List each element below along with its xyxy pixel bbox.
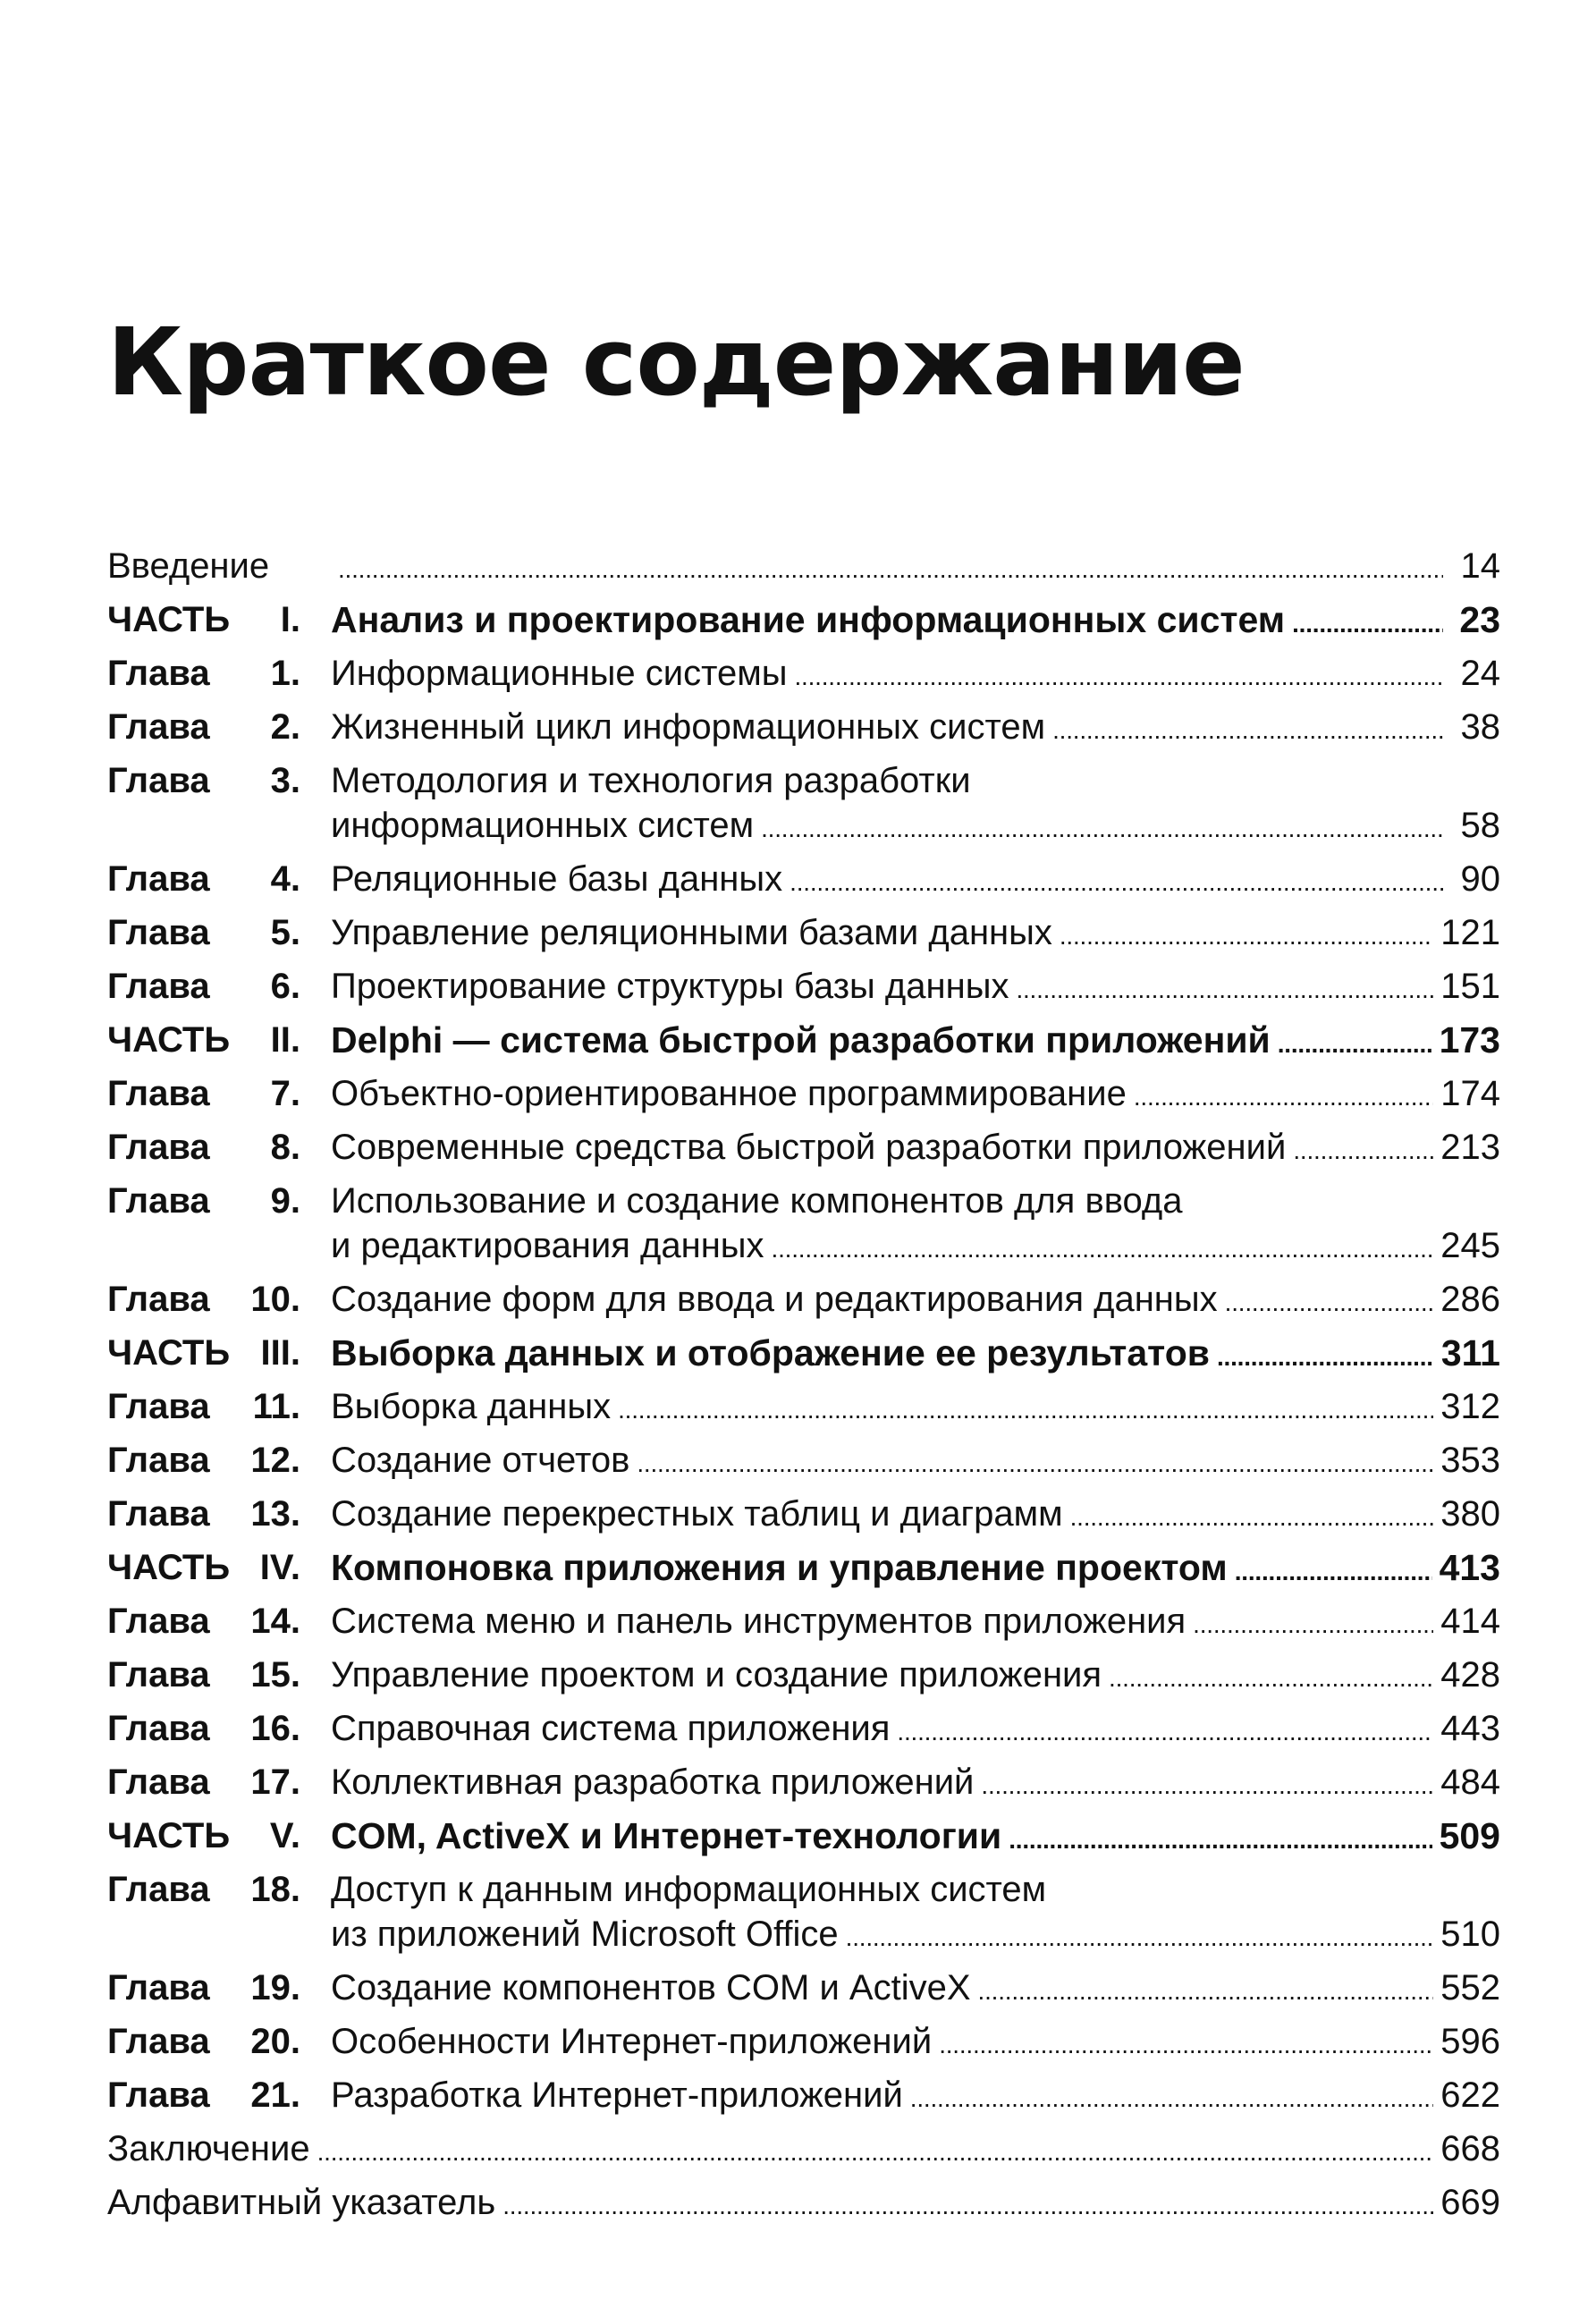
toc-entry-line	[331, 1071, 1500, 1116]
chapter-number: 9.	[270, 1181, 300, 1221]
toc-page-number: 23	[1459, 599, 1500, 640]
toc-entry-first-line	[331, 1179, 1500, 1223]
toc-entry-title: Создание форм для ввода и редактирования данных	[331, 1280, 1218, 1319]
toc-entry[interactable]	[107, 1331, 1500, 1384]
toc-page-number: 24	[1460, 654, 1500, 693]
toc-entry-title: Анализ и проектирование информационных систем	[331, 599, 1286, 640]
toc-entry[interactable]	[107, 2180, 1500, 2234]
chapter-label: Глава	[107, 654, 210, 693]
toc-entry-line	[331, 1492, 1500, 1536]
toc-entry-title: Современные средства быстрой разработки приложений	[331, 1128, 1287, 1167]
toc-entry-text	[331, 2073, 1500, 2117]
chapter-label: Глава	[107, 1280, 210, 1319]
toc-entry-line	[331, 597, 1500, 642]
chapter-label: Глава	[107, 707, 210, 747]
toc-entry-text	[331, 705, 1500, 749]
page-title: Краткое содержание	[107, 308, 1245, 417]
toc-entry[interactable]	[107, 544, 1500, 597]
chapter-label: Глава	[107, 761, 210, 800]
toc-dot-leader	[338, 544, 1443, 588]
toc-page-number: 58	[1460, 806, 1500, 845]
part-number: I.	[280, 600, 300, 639]
toc-page-number: 151	[1440, 967, 1500, 1006]
toc-entry-text	[331, 2019, 1500, 2064]
toc-entry-title: Справочная система приложения	[331, 1709, 891, 1748]
chapter-label: Глава	[107, 1074, 210, 1113]
toc-dot-leader	[618, 1384, 1433, 1429]
toc-entry[interactable]	[107, 651, 1500, 705]
toc-entry[interactable]	[107, 2073, 1500, 2126]
part-number: III.	[260, 1333, 300, 1373]
toc-entry[interactable]	[107, 857, 1500, 910]
chapter-number: 16.	[250, 1709, 300, 1748]
toc-dot-leader	[1278, 1019, 1432, 1063]
toc-entry-title: Управление реляционными базами данных	[331, 913, 1052, 952]
toc-entry[interactable]	[107, 758, 1500, 857]
toc-entry[interactable]	[107, 597, 1500, 651]
chapter-number: 11.	[252, 1387, 300, 1426]
chapter-label: Глава	[107, 1441, 210, 1480]
toc-page-number: 38	[1460, 707, 1500, 747]
toc-page-number: 90	[1460, 859, 1500, 899]
toc-entry-text	[331, 1125, 1500, 1170]
toc-page-number: 245	[1440, 1226, 1500, 1265]
toc-entry-line	[331, 1125, 1500, 1170]
chapter-label: Глава	[107, 2075, 210, 2115]
toc-entry-title: информационных систем	[331, 806, 755, 845]
toc-dot-leader	[939, 2019, 1433, 2064]
toc-page-number: 622	[1440, 2075, 1500, 2115]
chapter-number: 13.	[250, 1494, 300, 1534]
toc-dot-leader	[761, 803, 1443, 848]
toc-entry-line	[331, 964, 1500, 1009]
toc-entry-title: Компоновка приложения и управление проектом	[331, 1547, 1228, 1588]
toc-entry-text	[331, 651, 1500, 696]
toc-entry-line	[107, 2180, 1500, 2225]
toc-entry-title: Delphi — система быстрой разработки приложений	[331, 1019, 1271, 1061]
toc-dot-leader	[846, 1912, 1434, 1957]
toc-entry-line	[331, 803, 1500, 848]
toc-entry[interactable]	[107, 1384, 1500, 1438]
chapter-number: 1.	[270, 654, 300, 693]
toc-entry-title: Реляционные базы данных	[331, 859, 783, 899]
chapter-number: 14.	[250, 1602, 300, 1641]
toc-dot-leader	[1016, 964, 1433, 1009]
toc-entry[interactable]	[107, 1545, 1500, 1599]
chapter-label: Глава	[107, 1602, 210, 1641]
toc-entry-title: Алфавитный указатель	[107, 2183, 496, 2222]
toc-page-number: 173	[1439, 1019, 1500, 1061]
toc-entry-line	[331, 1277, 1500, 1322]
toc-entry-title: Выборка данных	[331, 1387, 612, 1426]
toc-entry-title: Разработка Интернет-приложений	[331, 2075, 903, 2115]
toc-entry-text	[331, 1813, 1500, 1858]
toc-page-number: 414	[1440, 1602, 1500, 1641]
toc-entry[interactable]	[107, 1965, 1500, 2019]
toc-entry-line	[331, 2073, 1500, 2117]
chapter-number: 15.	[250, 1655, 300, 1695]
toc-entry-line	[331, 1912, 1500, 1957]
toc-dot-leader	[1109, 1652, 1433, 1697]
toc-entry-text	[331, 1331, 1500, 1375]
toc-page-number: 286	[1440, 1280, 1500, 1319]
toc-dot-leader	[317, 2126, 1434, 2171]
toc-entry[interactable]	[107, 1018, 1500, 1071]
toc-entry-text	[331, 1867, 1500, 1957]
chapter-number: 4.	[270, 859, 300, 899]
toc-entry-title: Проектирование структуры базы данных	[331, 967, 1009, 1006]
toc-dot-leader	[978, 1965, 1434, 2010]
toc-page-number: 312	[1440, 1387, 1500, 1426]
toc-dot-leader	[897, 1706, 1433, 1751]
chapter-label: Глава	[107, 2022, 210, 2061]
toc-entry[interactable]	[107, 910, 1500, 964]
toc-dot-leader	[502, 2180, 1433, 2225]
toc-dot-leader	[1052, 705, 1443, 749]
toc-entry-first-line	[331, 758, 1500, 803]
toc-entry-text	[331, 1965, 1500, 2010]
toc-entry-title: Особенности Интернет-приложений	[331, 2022, 933, 2061]
part-label: ЧАСТЬ	[107, 1020, 231, 1060]
chapter-number: 18.	[250, 1870, 300, 1909]
toc-entry-title: Заключение	[107, 2129, 310, 2168]
toc-entry-text	[331, 1599, 1500, 1644]
toc-entry-text	[331, 544, 1500, 588]
toc-dot-leader	[1292, 598, 1443, 643]
toc-entry[interactable]	[107, 1492, 1500, 1545]
toc-dot-leader	[1060, 910, 1433, 955]
toc-entry-text	[331, 1384, 1500, 1429]
toc-entry-text	[331, 1492, 1500, 1536]
toc-entry-title: Использование и создание компонентов для ввода	[331, 1181, 1183, 1221]
chapter-number: 3.	[270, 761, 300, 800]
toc-entry-text	[331, 1760, 1500, 1805]
chapter-number: 12.	[250, 1441, 300, 1480]
toc-entry-line	[331, 651, 1500, 696]
toc-entry[interactable]	[107, 1599, 1500, 1652]
toc-page-number: 668	[1440, 2129, 1500, 2168]
toc-entry[interactable]	[107, 1071, 1500, 1125]
toc-page-number: 380	[1440, 1494, 1500, 1534]
toc-entry-line	[331, 910, 1500, 955]
chapter-label: Глава	[107, 1128, 210, 1167]
toc-entry-text	[331, 597, 1500, 642]
toc-entry-line	[331, 1018, 1500, 1062]
toc-entry-text	[331, 758, 1500, 848]
part-number: IV.	[259, 1548, 300, 1587]
toc-entry-text	[331, 857, 1500, 901]
toc-dot-leader	[981, 1760, 1433, 1805]
chapter-label: Глава	[107, 913, 210, 952]
chapter-number: 5.	[270, 913, 300, 952]
toc-entry-line	[331, 1331, 1500, 1375]
toc-entry-line	[331, 1652, 1500, 1697]
part-label: ЧАСТЬ	[107, 1548, 231, 1587]
toc-entry-title: Доступ к данным информационных систем	[331, 1870, 1047, 1909]
chapter-number: 20.	[250, 2022, 300, 2061]
toc-dot-leader	[790, 857, 1443, 901]
toc-entry[interactable]	[107, 1438, 1500, 1492]
toc-entry-line	[331, 857, 1500, 901]
toc-entry-title: Методология и технология разработки	[331, 761, 971, 800]
toc-dot-leader	[910, 2073, 1433, 2117]
chapter-label: Глава	[107, 859, 210, 899]
toc-dot-leader	[1235, 1546, 1432, 1591]
part-label: ЧАСТЬ	[107, 1333, 231, 1373]
toc-entry-line	[331, 1965, 1500, 2010]
chapter-number: 19.	[250, 1968, 300, 2007]
toc-entry-title: Информационные системы	[331, 654, 788, 693]
toc-entry[interactable]	[107, 2126, 1500, 2180]
toc-entry-text	[331, 964, 1500, 1009]
toc-dot-leader	[1193, 1599, 1433, 1644]
toc-page-number: 443	[1440, 1709, 1500, 1748]
toc-entry-line	[331, 544, 1500, 588]
chapter-label: Глава	[107, 1387, 210, 1426]
toc-entry-line	[331, 1223, 1500, 1268]
toc-dot-leader	[772, 1223, 1434, 1268]
toc-page-number: 509	[1439, 1815, 1500, 1856]
toc-entry-line	[107, 2126, 1500, 2171]
toc-entry-title: Создание перекрестных таблиц и диаграмм	[331, 1494, 1063, 1534]
toc-entry-title: из приложений Microsoft Office	[331, 1915, 839, 1954]
toc-entry-line	[331, 1813, 1500, 1858]
toc-entry-title: Выборка данных и отображение ее результатов	[331, 1332, 1210, 1374]
toc-page-number: 596	[1440, 2022, 1500, 2061]
toc-entry-line	[331, 1760, 1500, 1805]
toc-entry-line	[331, 1438, 1500, 1483]
chapter-label: Глава	[107, 1655, 210, 1695]
toc-entry-text	[331, 1071, 1500, 1116]
chapter-label: Глава	[107, 1709, 210, 1748]
part-number: II.	[270, 1020, 300, 1060]
chapter-number: 8.	[270, 1128, 300, 1167]
part-label: ЧАСТЬ	[107, 1816, 231, 1855]
toc-entry-title: Управление проектом и создание приложения	[331, 1655, 1102, 1695]
chapter-number: 21.	[250, 2075, 300, 2115]
toc-entry-title: Создание отчетов	[331, 1441, 630, 1480]
toc-entry[interactable]	[107, 2019, 1500, 2073]
toc-dot-leader	[1225, 1277, 1434, 1322]
toc-entry-text	[331, 1652, 1500, 1697]
toc-entry-text	[107, 2126, 1500, 2171]
toc-entry-line	[331, 1545, 1500, 1590]
toc-entry[interactable]	[107, 1125, 1500, 1179]
chapter-label: Глава	[107, 1181, 210, 1221]
toc-page-number: 311	[1440, 1332, 1500, 1374]
toc-page-number: 428	[1440, 1655, 1500, 1695]
toc-entry[interactable]	[107, 1179, 1500, 1277]
chapter-label: Глава	[107, 1968, 210, 2007]
toc-entry-line	[331, 1384, 1500, 1429]
toc-entry-title: Объектно-ориентированное программирование	[331, 1074, 1127, 1113]
chapter-number: 2.	[270, 707, 300, 747]
toc-entry-title: и редактирования данных	[331, 1226, 764, 1265]
toc-page-number: 213	[1440, 1128, 1500, 1167]
toc-entry[interactable]	[107, 1277, 1500, 1331]
chapter-label: Глава	[107, 967, 210, 1006]
toc-entry-text	[331, 1018, 1500, 1062]
chapter-label: Глава	[107, 1762, 210, 1802]
toc-page-number: 121	[1440, 913, 1500, 952]
toc-entry[interactable]	[107, 705, 1500, 758]
toc-dot-leader	[1070, 1492, 1434, 1536]
toc-entry-text	[331, 1277, 1500, 1322]
toc-dot-leader	[1009, 1814, 1431, 1859]
toc-page-number: 14	[1460, 546, 1500, 586]
toc-entry-first-line	[331, 1867, 1500, 1912]
toc-entry-line	[331, 705, 1500, 749]
chapter-number: 6.	[270, 967, 300, 1006]
part-number: V.	[269, 1816, 300, 1855]
toc-entry-text	[331, 1179, 1500, 1268]
toc-entry-title: Жизненный цикл информационных систем	[331, 707, 1046, 747]
toc-entry[interactable]	[107, 1867, 1500, 1965]
toc-entry-line	[331, 2019, 1500, 2064]
toc-dot-leader	[1293, 1125, 1433, 1170]
toc-entry-title: Система меню и панель инструментов приложения	[331, 1602, 1186, 1641]
toc-entry-text	[331, 910, 1500, 955]
toc-entry-title: Коллективная разработка приложений	[331, 1762, 975, 1802]
toc-entry-title: Создание компонентов COM и ActiveX	[331, 1968, 971, 2007]
toc-entry-text	[331, 1438, 1500, 1483]
toc-dot-leader	[1134, 1071, 1433, 1116]
toc-entry-text	[331, 1545, 1500, 1590]
toc-entry[interactable]	[107, 1760, 1500, 1813]
toc-page-number: 174	[1440, 1074, 1500, 1113]
intro-label: Введение	[107, 546, 270, 586]
toc-entry[interactable]	[107, 1813, 1500, 1867]
toc-page-number: 552	[1440, 1968, 1500, 2007]
toc-page-number: 510	[1440, 1915, 1500, 1954]
toc-page-number: 669	[1440, 2183, 1500, 2222]
toc-entry-text	[331, 1706, 1500, 1751]
toc-dot-leader	[1217, 1331, 1434, 1376]
chapter-number: 7.	[270, 1074, 300, 1113]
table-of-contents	[107, 544, 1500, 2234]
chapter-label: Глава	[107, 1870, 210, 1909]
toc-dot-leader	[795, 651, 1444, 696]
toc-entry-line	[331, 1706, 1500, 1751]
toc-page-number: 484	[1440, 1762, 1500, 1802]
chapter-number: 10.	[250, 1280, 300, 1319]
toc-entry[interactable]	[107, 964, 1500, 1018]
part-label: ЧАСТЬ	[107, 600, 231, 639]
toc-entry-line	[331, 1599, 1500, 1644]
toc-dot-leader	[637, 1438, 1433, 1483]
toc-page-number: 353	[1440, 1441, 1500, 1480]
toc-entry[interactable]	[107, 1706, 1500, 1760]
toc-entry-text	[107, 2180, 1500, 2225]
toc-page-number: 413	[1439, 1547, 1500, 1588]
chapter-number: 17.	[250, 1762, 300, 1802]
toc-entry-title: COM, ActiveX и Интернет-технологии	[331, 1815, 1002, 1856]
toc-entry[interactable]	[107, 1652, 1500, 1706]
chapter-label: Глава	[107, 1494, 210, 1534]
